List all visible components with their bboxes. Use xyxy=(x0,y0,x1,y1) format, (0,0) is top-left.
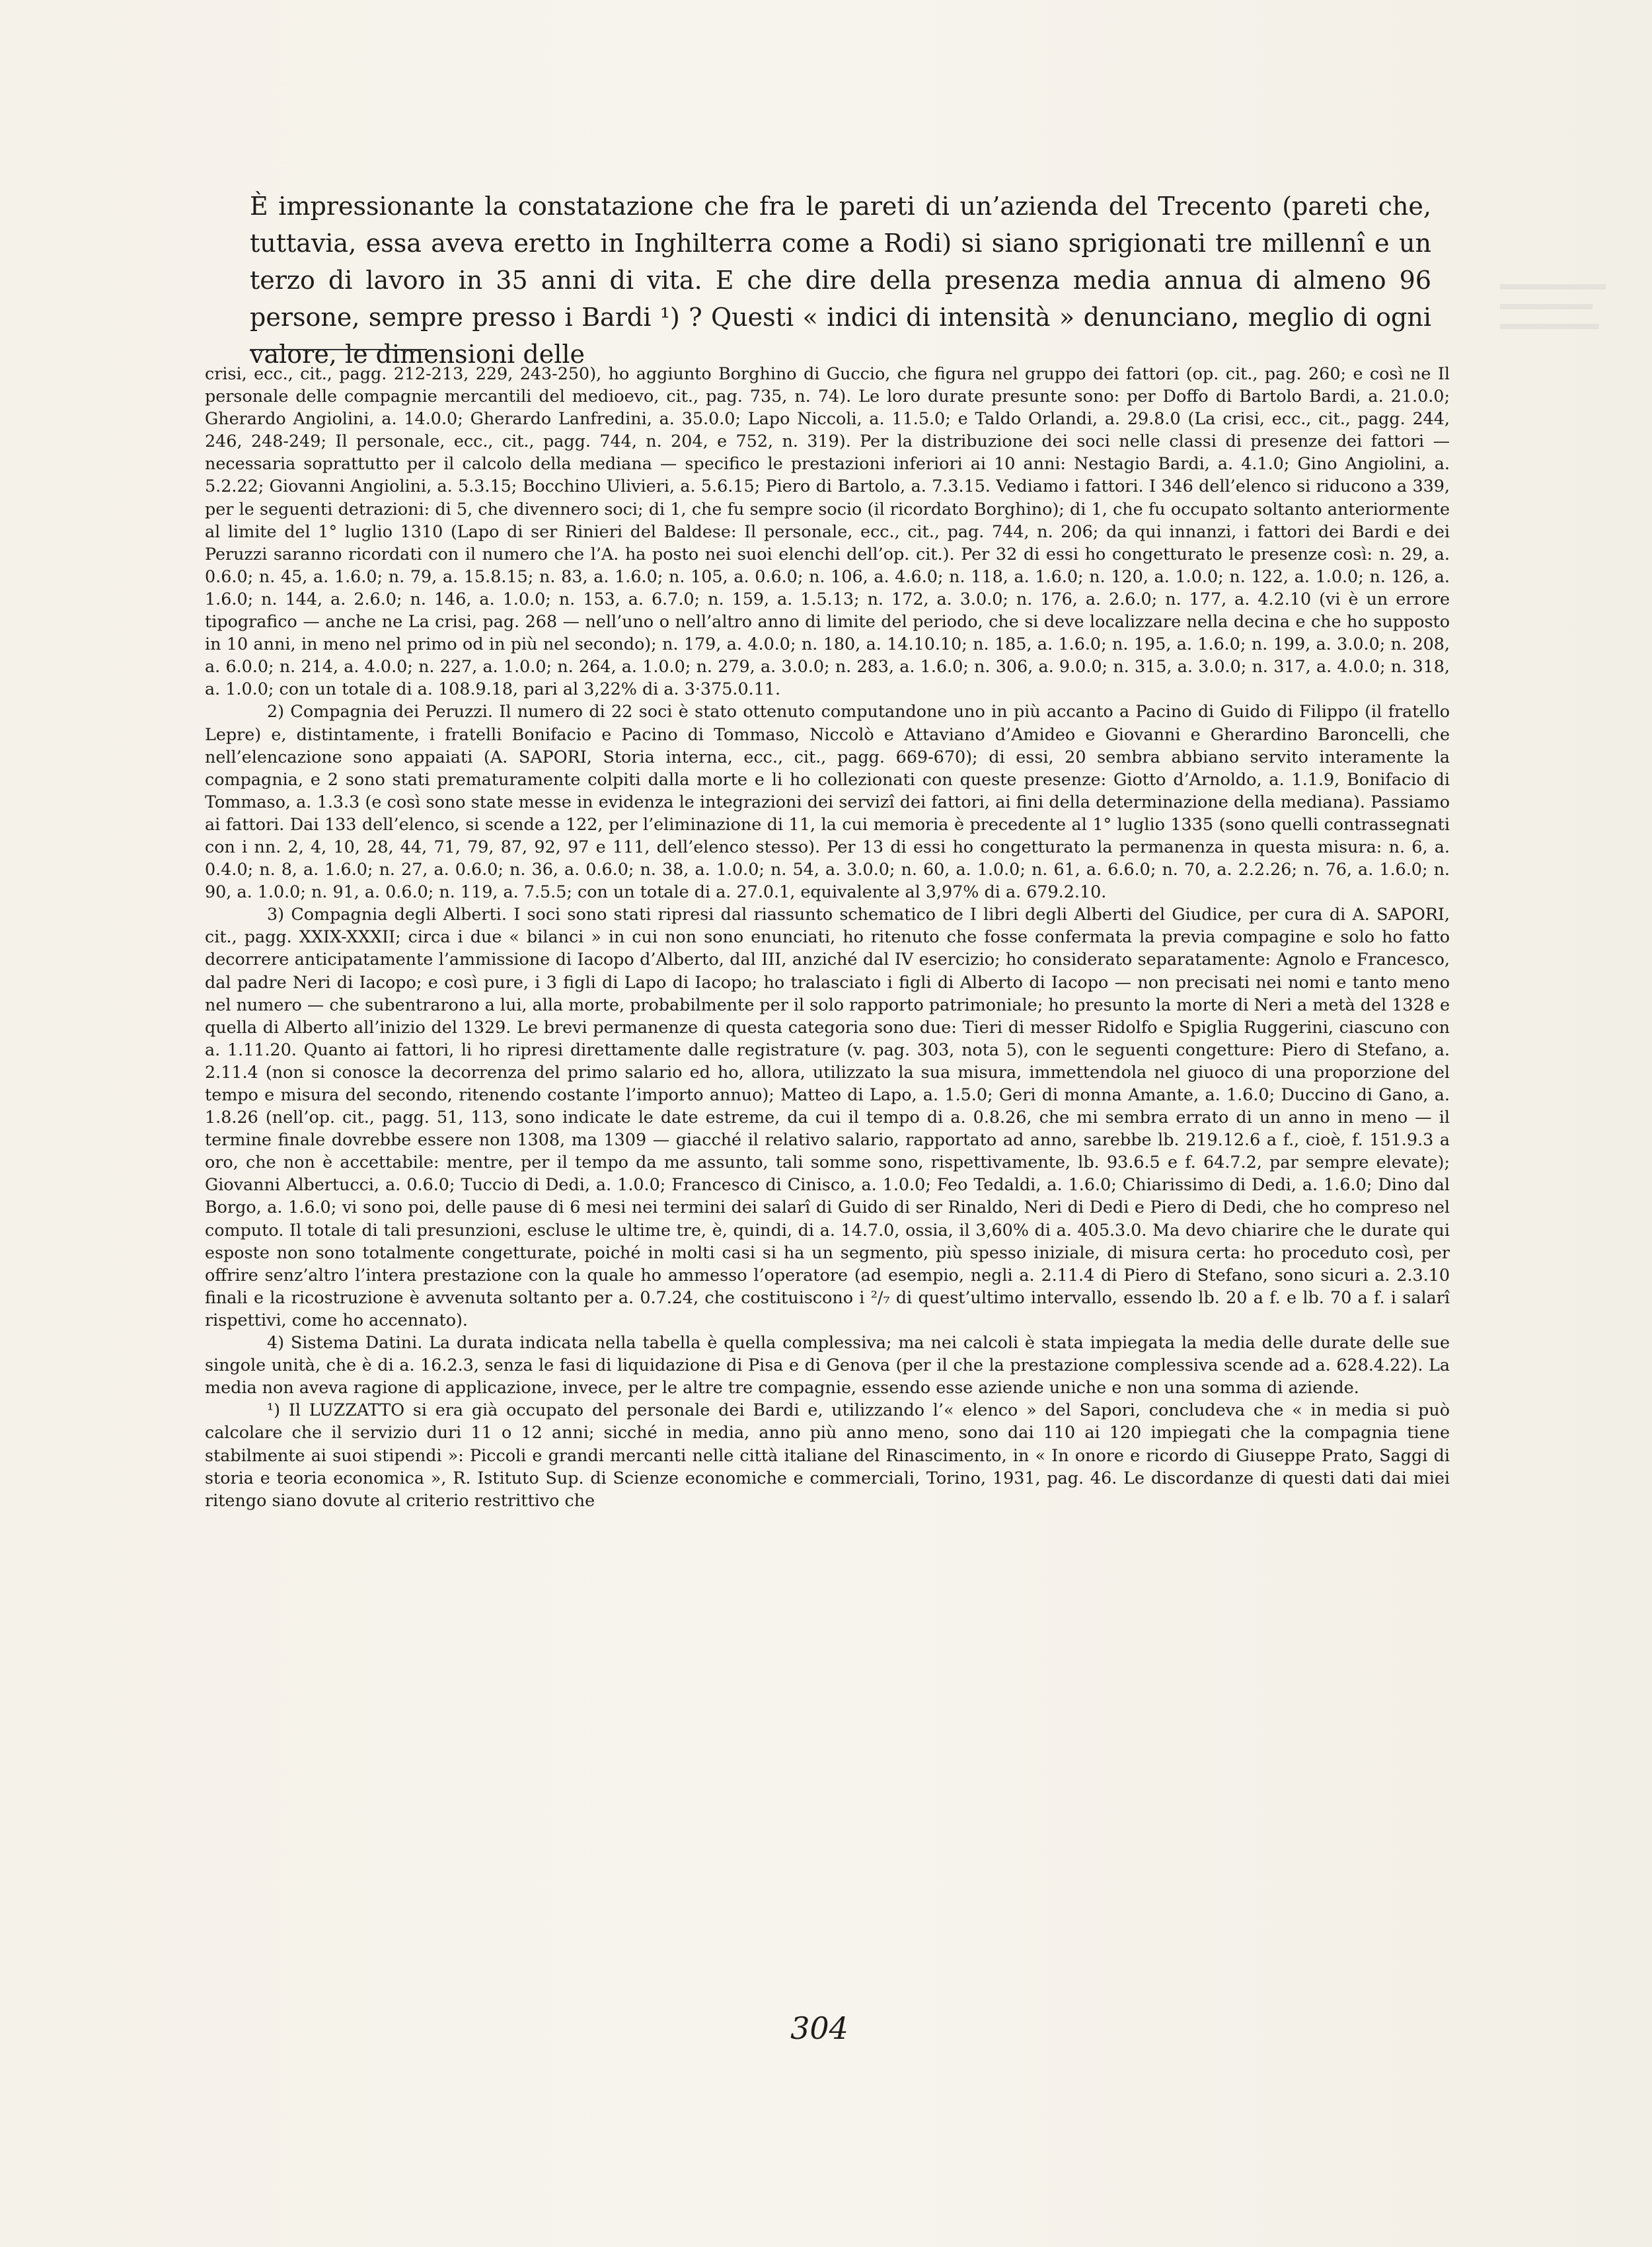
footnote-luzzatto: ¹) Il LUZZATTO si era già occupato del personale dei Bardi e, utilizzando l’« elenco » del Sapori, concludeva che « in media si può calcolare che il servizio duri 11 o 12 anni; sicché in media, anno più anno meno, sono dai 110 ai 120 impiegati che la compagnia tiene stabilmente ai suoi stipendi »: Piccoli e grandi mercanti nelle città italiane del Rinascimento, in « In onore e ricordo di Giuseppe Prato, Saggi di storia e teoria economica », R. Istituto Sup. di Scienze economiche e commerciali, Torino, 1931, pag. 46. Le discordanze di questi dati dai miei ritengo siano dovute al criterio restrittivo che xyxy=(205,1400,1450,1510)
footnotes-block xyxy=(205,362,1450,1511)
footnote-datini: 4) Sistema Datini. La durata indicata nella tabella è quella complessiva; ma nei calcoli è stata impiegata la media delle durate delle sue singole unità, che è di a. 16.2.3, senza le fasi di liquidazione di Pisa e di Genova (per il che la prestazione complessiva scende ad a. 628.4.22). La media non aveva ragione di applicazione, invece, per le altre tre compagnie, essendo esse aziende uniche e non una somma di aziende. xyxy=(205,1332,1450,1398)
main-paragraph: È impressionante la constatazione che fra le pareti di un’azienda del Trecento (pareti che, tuttavia, essa aveva eretto in Inghilterra come a Rodi) si siano sprigionati tre millennî e un terzo di lavoro in 35 anni di vita. E che dire della presenza media annua di almeno 96 persone, sempre presso i Bardi ¹) ? Questi « indici di intensità » denunciano, meglio di ogni valore, le dimensioni delle xyxy=(250,192,1431,369)
main-text-block xyxy=(250,188,1431,373)
footnote-separator-rule xyxy=(250,349,427,350)
footnote-peruzzi: 2) Compagnia dei Peruzzi. Il numero di 22 soci è stato ottenuto computandone uno in più accanto a Pacino di Guido di Filippo (il fratello Lepre) e, distintamente, i fratelli Bonifacio e Pacino di Tommaso, Niccolò e Attaviano d’Amideo e Giovanni e Gherardino Baroncelli, che nell’elencazione sono appaiati (A. SAPORI, Storia interna, ecc., cit., pagg. 669-670); di essi, 20 sembra abbiano servito interamente la compagnia, e 2 sono stati prematuramente colpiti dalla morte e li ho collezionati con queste presenze: Giotto d’Arnoldo, a. 1.1.9, Bonifacio di Tommaso, a. 1.3.3 (e così sono state messe in evidenza le integrazioni dei servizî dei fattori, ai fini della determinazione della mediana). Passiamo ai fattori. Dai 133 dell’elenco, si scende a 122, per l’eliminazione di 11, la cui memoria è precedente al 1° luglio 1335 (sono quelli contrassegnati con i nn. 2, 4, 10, 28, 44, 71, 79, 87, 92, 97 e 111, dell’elenco stesso). Per 13 di essi ho congetturato la permanenza in questa misura: n. 6, a. 0.4.0; n. 8, a. 1.6.0; n. 27, a. 0.6.0; n. 36, a. 0.6.0; n. 38, a. 1.0.0; n. 54, a. 3.0.0; n. 60, a. 1.0.0; n. 61, a. 6.6.0; n. 70, a. 2.2.26; n. 76, a. 1.6.0; n. 90, a. 1.0.0; n. 91, a. 0.6.0; n. 119, a. 7.5.5; con un totale di a. 27.0.1, equivalente al 3,97% di a. 679.2.10. xyxy=(205,701,1450,902)
page-number: 304 xyxy=(790,2010,848,2046)
show-through-marks xyxy=(1493,278,1612,357)
footnote-continuation: crisi, ecc., cit., pagg. 212-213, 229, 243-250), ho aggiunto Borghino di Guccio, che figura nel gruppo dei fattori (op. cit., pag. 260; e così ne Il personale delle compagnie mercantili del medioevo, cit., pag. 735, n. 74). Le loro durate presunte sono: per Doffo di Bartolo Bardi, a. 21.0.0; Gherardo Angiolini, a. 14.0.0; Gherardo Lanfredini, a. 35.0.0; Lapo Niccoli, a. 11.5.0; e Taldo Orlandi, a. 29.8.0 (La crisi, ecc., cit., pagg. 244, 246, 248-249; Il personale, ecc., cit., pagg. 744, n. 204, e 752, n. 319). Per la distribuzione dei soci nelle classi di presenze dei fattori — necessaria soprattutto per il calcolo della mediana — specifico le prestazioni inferiori ai 10 anni: Nestagio Bardi, a. 4.1.0; Gino Angiolini, a. 5.2.22; Giovanni Angiolini, a. 5.3.15; Bocchino Ulivieri, a. 5.6.15; Piero di Bartolo, a. 7.3.15. Vediamo i fattori. I 346 dell’elenco si riducono a 339, per le seguenti detrazioni: di 5, che divennero soci; di 1, che fu sempre socio (il ricordato Borghino); di 1, che fu occupato soltanto anteriormente al limite del 1° luglio 1310 (Lapo di ser Rinieri del Baldese: Il personale, ecc., cit., pag. 744, n. 206; da qui innanzi, i fattori dei Bardi e dei Peruzzi saranno ricordati con il numero che l’A. ha posto nei suoi elenchi dell’op. cit.). Per 32 di essi ho congetturato le presenze così: n. 29, a. 0.6.0; n. 45, a. 1.6.0; n. 79, a. 15.8.15; n. 83, a. 1.6.0; n. 105, a. 0.6.0; n. 106, a. 4.6.0; n. 118, a. 1.6.0; n. 120, a. 1.0.0; n. 122, a. 1.0.0; n. 126, a. 1.6.0; n. 144, a. 2.6.0; n. 146, a. 1.0.0; n. 153, a. 6.7.0; n. 159, a. 1.5.13; n. 172, a. 3.0.0; n. 176, a. 2.6.0; n. 177, a. 4.2.10 (vi è un errore tipografico — anche ne La crisi, pag. 268 — nell’uno o nell’altro anno di limite del periodo, che si deve localizzare nella decina e che ho supposto in 10 anni, in meno nel primo od in più nel secondo); n. 179, a. 4.0.0; n. 180, a. 14.10.10; n. 185, a. 1.6.0; n. 195, a. 1.6.0; n. 199, a. 3.0.0; n. 208, a. 6.0.0; n. 214, a. 4.0.0; n. 227, a. 1.0.0; n. 264, a. 1.0.0; n. 279, a. 3.0.0; n. 283, a. 1.6.0; n. 306, a. 9.0.0; n. 315, a. 3.0.0; n. 317, a. 4.0.0; n. 318, a. 1.0.0; con un totale di a. 108.9.18, pari al 3,22% di a. 3·375.0.11. xyxy=(205,363,1450,699)
footnote-alberti: 3) Compagnia degli Alberti. I soci sono stati ripresi dal riassunto schematico de I libri degli Alberti del Giudice, per cura di A. SAPORI, cit., pagg. XXIX-XXXII; circa i due « bilanci » in cui non sono enunciati, ho ritenuto che fosse confermata la previa compagine e solo ho fatto decorrere anticipatamente l’ammissione di Iacopo d’Alberto, dal III, anziché dal IV esercizio; ho considerato separatamente: Agnolo e Francesco, dal padre Neri di Iacopo; e così pure, i 3 figli di Lapo di Iacopo; ho tralasciato i figli di Alberto di Iacopo — non precisati nei nomi e tanto meno nel numero — che subentrarono a lui, alla morte, probabilmente per il solo rapporto patrimoniale; ho presunto la morte di Neri a metà del 1328 e quella di Alberto all’inizio del 1329. Le brevi permanenze di questa categoria sono due: Tieri di messer Ridolfo e Spiglia Ruggerini, ciascuno con a. 1.11.20. Quanto ai fattori, li ho ripresi direttamente dalle registrature (v. pag. 303, nota 5), con le seguenti congetture: Piero di Stefano, a. 2.11.4 (non si conosce la decorrenza del primo salario ed ho, allora, utilizzato la sua misura, immettendola nel giuoco di una proporzione del tempo e misura del secondo, ritenendo costante l’importo annuo); Matteo di Lapo, a. 1.5.0; Geri di monna Amante, a. 1.6.0; Duccino di Gano, a. 1.8.26 (nell’op. cit., pagg. 51, 113, sono indicate le date estreme, da cui il tempo di a. 0.8.26, che mi sembra errato di un anno in meno — il termine finale dovrebbe essere non 1308, ma 1309 — giacché il relativo salario, rapportato ad anno, sarebbe lb. 219.12.6 a f., cioè, f. 151.9.3 a oro, che non è accettabile: mentre, per il tempo da me assunto, tali somme sono, rispettivamente, lb. 93.6.5 e f. 64.7.2, par sempre elevate); Giovanni Albertucci, a. 0.6.0; Tuccio di Dedi, a. 1.0.0; Francesco di Cinisco, a. 1.0.0; Feo Tedaldi, a. 1.6.0; Chiarissimo di Dedi, a. 1.6.0; Dino dal Borgo, a. 1.6.0; vi sono poi, delle pause di 6 mesi nei termini dei salarî di Guido di ser Rinaldo, Neri di Dedi e Piero di Dedi, che ho compreso nel computo. Il totale di tali presunzioni, escluse le ultime tre, è, quindi, di a. 14.7.0, ossia, il 3,60% di a. 405.3.0. Ma devo chiarire che le durate qui esposte non sono totalmente congetturate, poiché in molti casi si ha un segmento, più spesso iniziale, di misura certa: ho proceduto così, per offrire senz’altro l’intera prestazione con la quale ho ammesso l’operatore (ad esempio, negli a. 2.11.4 di Piero di Stefano, sono sicuri a. 2.3.10 finali e la ricostruzione è avvenuta soltanto per a. 0.7.24, che costituiscono i ²/₇ di quest’ultimo intervallo, essendo lb. 20 a f. e lb. 70 a f. i salarî rispettivi, come ho accennato). xyxy=(205,904,1450,1330)
